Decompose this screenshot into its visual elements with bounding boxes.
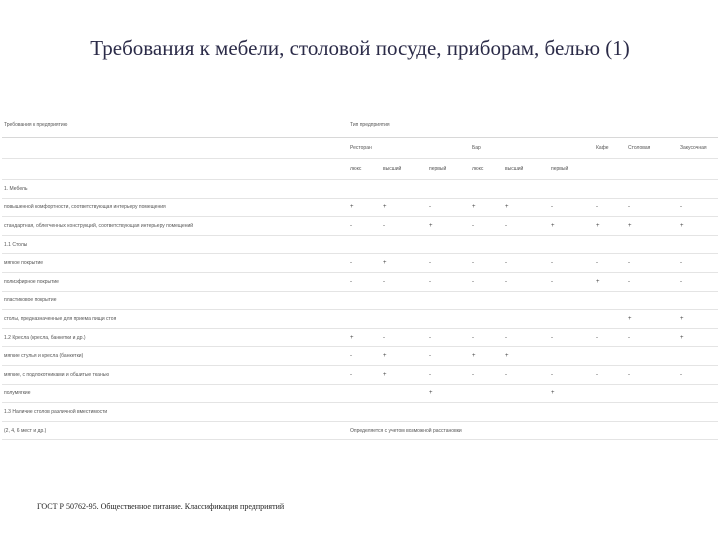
mark-cell: - — [348, 365, 381, 384]
mark-cell: + — [678, 217, 718, 236]
mark-cell — [427, 310, 470, 329]
mark-cell — [427, 180, 470, 199]
mark-cell: - — [503, 272, 549, 291]
mark-cell: + — [381, 254, 427, 273]
mark-cell — [594, 310, 626, 329]
mark-cell: + — [470, 198, 503, 217]
mark-cell — [678, 384, 718, 403]
mark-cell — [427, 235, 470, 254]
mark-cell — [348, 384, 381, 403]
header-snackbar: Закусочная — [678, 138, 718, 159]
table-row — [2, 365, 718, 384]
mark-cell — [678, 347, 718, 366]
mark-cell — [503, 235, 549, 254]
mark-cell — [470, 235, 503, 254]
mark-cell — [381, 310, 427, 329]
mark-cell — [470, 310, 503, 329]
table-row — [2, 235, 718, 254]
mark-cell — [678, 235, 718, 254]
mark-cell: + — [549, 384, 594, 403]
mark-cell: - — [678, 198, 718, 217]
mark-cell: - — [678, 272, 718, 291]
mark-cell — [381, 384, 427, 403]
requirements-table-container — [2, 113, 718, 440]
mark-cell: - — [594, 365, 626, 384]
table-header-row — [2, 113, 718, 138]
mark-cell — [348, 310, 381, 329]
row-label: 1.2 Кресла (кресла, банкетки и др.) — [2, 328, 348, 347]
mark-cell — [594, 235, 626, 254]
class-cell: люкс — [470, 159, 503, 180]
mark-cell — [626, 403, 678, 422]
row-label: повышенной комфортности, соответствующая интерьеру помещения — [2, 198, 348, 217]
table-row — [2, 272, 718, 291]
table-row — [2, 310, 718, 329]
mark-cell — [626, 291, 678, 310]
class-cell: высший — [381, 159, 427, 180]
mark-cell: + — [549, 217, 594, 236]
table-row — [2, 384, 718, 403]
table-row — [2, 347, 718, 366]
mark-cell: - — [549, 365, 594, 384]
header-requirements: Требования к предприятию — [2, 113, 348, 138]
mark-cell: - — [470, 254, 503, 273]
class-cell: первый — [427, 159, 470, 180]
mark-cell — [626, 347, 678, 366]
mark-cell: - — [503, 217, 549, 236]
mark-cell: - — [626, 328, 678, 347]
row-label: 1. Мебель — [2, 180, 348, 199]
table-row — [2, 217, 718, 236]
table-class-row — [2, 159, 718, 180]
table-subheader-row — [2, 138, 718, 159]
mark-cell: + — [381, 347, 427, 366]
row-label: полумягкие — [2, 384, 348, 403]
mark-cell: - — [348, 217, 381, 236]
row-label: мягкое покрытие — [2, 254, 348, 273]
mark-cell: - — [348, 254, 381, 273]
header-enterprise-type: Тип предприятия — [348, 113, 718, 138]
mark-cell — [594, 180, 626, 199]
table-row — [2, 180, 718, 199]
mark-cell: - — [626, 198, 678, 217]
mark-cell — [381, 291, 427, 310]
mark-cell — [348, 403, 381, 422]
mark-cell: + — [594, 272, 626, 291]
mark-cell: + — [626, 310, 678, 329]
header-restaurant: Ресторан — [348, 138, 470, 159]
mark-cell: - — [678, 254, 718, 273]
mark-cell: - — [381, 272, 427, 291]
mark-cell: - — [594, 254, 626, 273]
mark-cell: - — [427, 365, 470, 384]
mark-cell: - — [427, 347, 470, 366]
mark-cell: - — [549, 272, 594, 291]
mark-cell — [549, 310, 594, 329]
mark-cell: - — [427, 328, 470, 347]
table-row — [2, 421, 718, 440]
mark-cell — [348, 235, 381, 254]
row-label: стандартная, облегченных конструкций, соответствующая интерьеру помещений — [2, 217, 348, 236]
mark-cell: - — [549, 198, 594, 217]
mark-cell: + — [348, 328, 381, 347]
mark-cell — [503, 180, 549, 199]
table-row — [2, 328, 718, 347]
table-row — [2, 291, 718, 310]
mark-cell: - — [626, 272, 678, 291]
mark-cell: - — [470, 328, 503, 347]
mark-cell — [381, 180, 427, 199]
mark-cell: - — [470, 217, 503, 236]
class-cell: люкс — [348, 159, 381, 180]
row-label: столы, предназначенные для приема пищи стоя — [2, 310, 348, 329]
mark-cell — [678, 180, 718, 199]
mark-cell — [594, 291, 626, 310]
mark-cell: - — [427, 198, 470, 217]
mark-cell: + — [503, 347, 549, 366]
mark-cell — [348, 291, 381, 310]
mark-cell — [678, 403, 718, 422]
mark-cell — [549, 235, 594, 254]
mark-cell — [626, 180, 678, 199]
mark-cell — [549, 180, 594, 199]
mark-cell: - — [549, 328, 594, 347]
mark-cell: + — [427, 384, 470, 403]
mark-cell — [381, 235, 427, 254]
mark-cell: + — [626, 217, 678, 236]
mark-cell — [470, 291, 503, 310]
header-canteen: Столовая — [626, 138, 678, 159]
row-label: полиэфирное покрытие — [2, 272, 348, 291]
mark-cell: - — [626, 365, 678, 384]
mark-cell — [348, 180, 381, 199]
header-cafe: Кафе — [594, 138, 626, 159]
table-row — [2, 254, 718, 273]
mark-cell: - — [427, 272, 470, 291]
mark-cell: + — [594, 217, 626, 236]
mark-cell — [549, 291, 594, 310]
mark-cell: - — [503, 328, 549, 347]
mark-cell: - — [470, 365, 503, 384]
mark-cell: - — [470, 272, 503, 291]
header-bar: Бар — [470, 138, 594, 159]
mark-cell: - — [348, 272, 381, 291]
mark-cell: + — [470, 347, 503, 366]
mark-cell: + — [381, 198, 427, 217]
mark-cell: + — [348, 198, 381, 217]
mark-cell: - — [381, 217, 427, 236]
mark-cell — [503, 403, 549, 422]
mark-cell — [427, 291, 470, 310]
mark-cell — [594, 403, 626, 422]
slide-title: Требования к мебели, столовой посуде, приборам, белью (1) — [90, 36, 630, 60]
class-cell: высший — [503, 159, 549, 180]
source-caption: ГОСТ Р 50762-95. Общественное питание. Классификация предприятий — [37, 502, 285, 511]
mark-cell: - — [678, 365, 718, 384]
mark-cell: - — [503, 365, 549, 384]
mark-cell — [503, 291, 549, 310]
row-label: 1.3 Наличие столов различной вместимости — [2, 403, 348, 422]
row-note: Определяется с учетом возможной расстановки — [348, 421, 718, 440]
row-label: 1.1 Столы — [2, 235, 348, 254]
mark-cell: + — [678, 310, 718, 329]
mark-cell: + — [678, 328, 718, 347]
mark-cell: - — [381, 328, 427, 347]
mark-cell: - — [594, 198, 626, 217]
mark-cell — [626, 235, 678, 254]
table-row — [2, 198, 718, 217]
mark-cell: + — [381, 365, 427, 384]
class-cell: первый — [549, 159, 594, 180]
mark-cell — [470, 384, 503, 403]
mark-cell: - — [626, 254, 678, 273]
mark-cell: + — [503, 198, 549, 217]
mark-cell — [626, 384, 678, 403]
mark-cell — [594, 384, 626, 403]
row-label: (2, 4, 6 мест и др.) — [2, 421, 348, 440]
mark-cell — [470, 180, 503, 199]
mark-cell — [503, 384, 549, 403]
mark-cell: - — [503, 254, 549, 273]
table-row — [2, 403, 718, 422]
mark-cell: - — [549, 254, 594, 273]
mark-cell — [427, 403, 470, 422]
mark-cell: + — [427, 217, 470, 236]
mark-cell: - — [348, 347, 381, 366]
requirements-table — [2, 113, 718, 440]
mark-cell — [549, 403, 594, 422]
row-label: мягкие стулья и кресла (банкетки) — [2, 347, 348, 366]
row-label: мягкие, с подлокотниками и обшитые тканью — [2, 365, 348, 384]
mark-cell — [503, 310, 549, 329]
mark-cell: - — [594, 328, 626, 347]
mark-cell — [470, 403, 503, 422]
mark-cell — [381, 403, 427, 422]
mark-cell: - — [427, 254, 470, 273]
mark-cell — [549, 347, 594, 366]
mark-cell — [594, 347, 626, 366]
mark-cell — [678, 291, 718, 310]
row-label: пластиковое покрытие — [2, 291, 348, 310]
